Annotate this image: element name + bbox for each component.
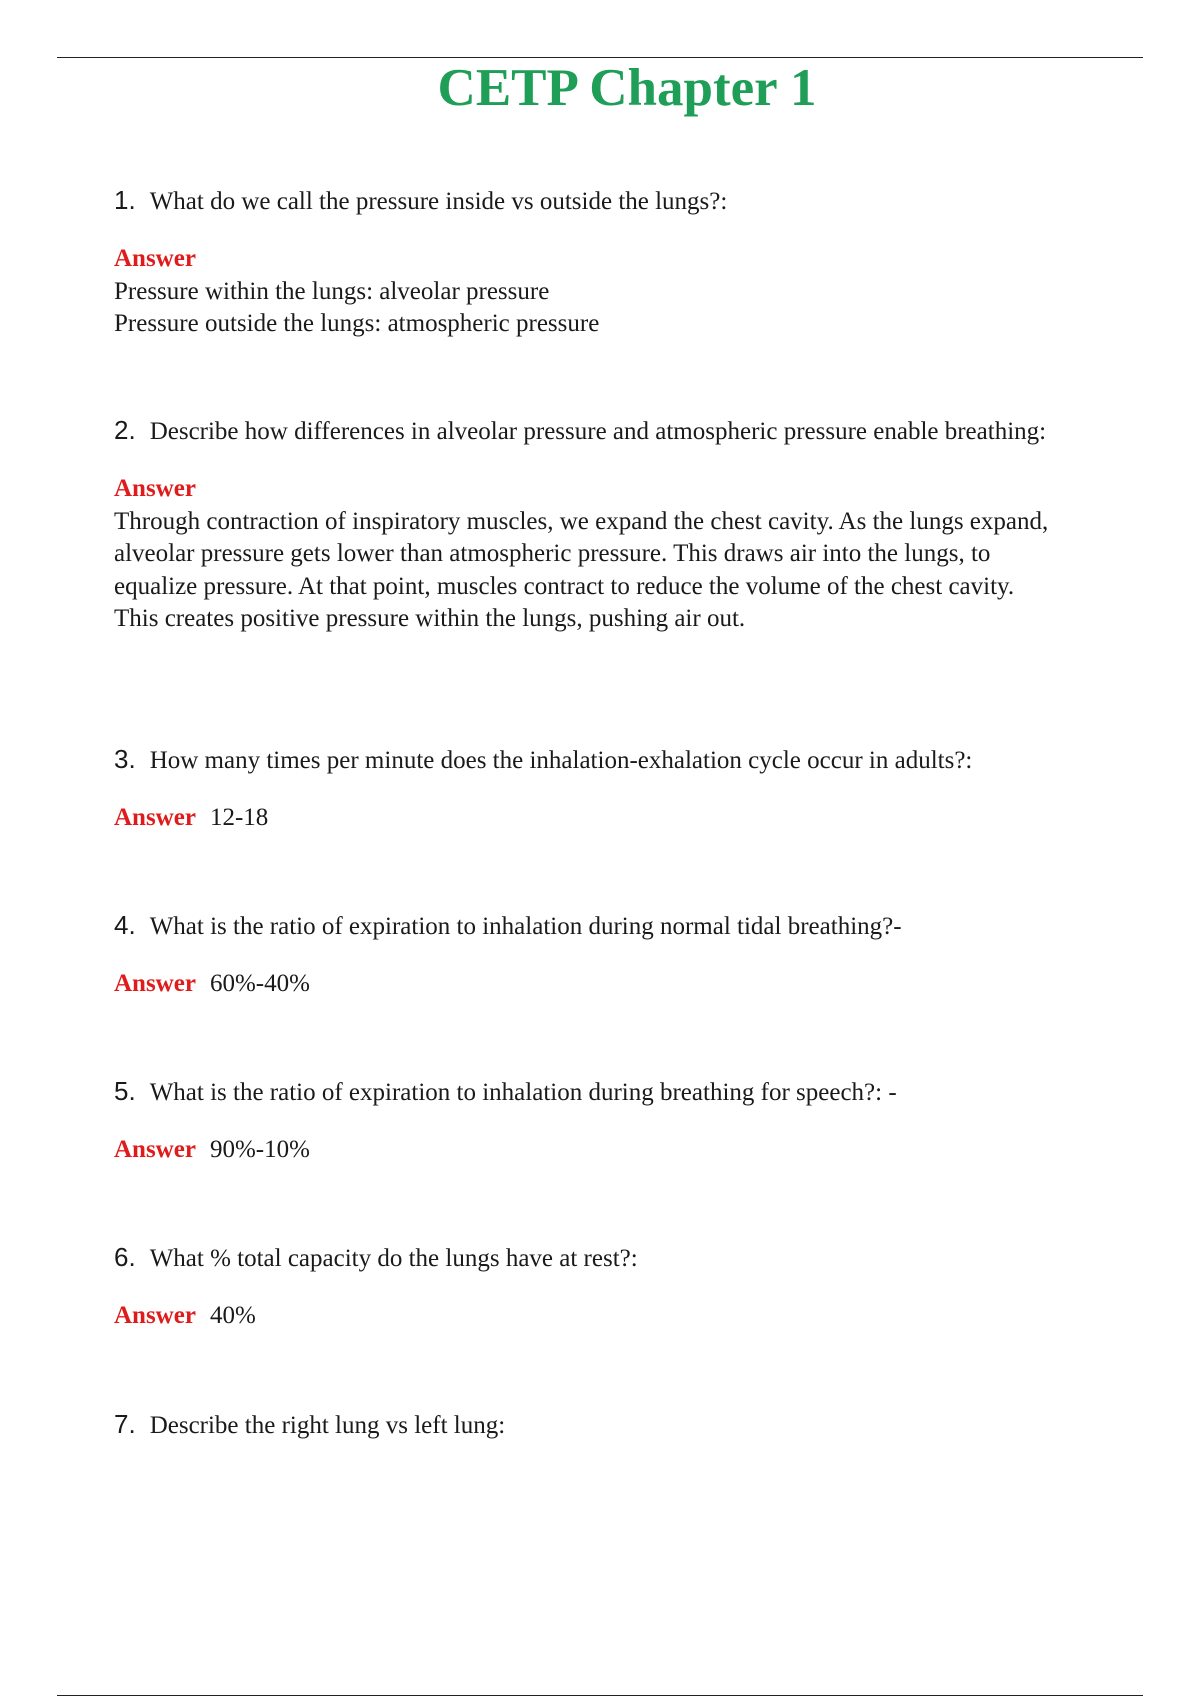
question-number: 4. bbox=[114, 910, 136, 940]
question-text: What % total capacity do the lungs have at rest?: bbox=[149, 1245, 638, 1272]
answer-line: alveolar pressure gets lower than atmospheric pressure. This draws air into the lungs, to bbox=[114, 540, 991, 567]
answer-2 bbox=[114, 473, 1144, 636]
question-number: 3. bbox=[114, 744, 136, 774]
answer-label: Answer bbox=[114, 475, 196, 502]
question-text: How many times per minute does the inhalation-exhalation cycle occur in adults?: bbox=[149, 747, 973, 774]
qa-item-4 bbox=[114, 909, 1144, 1001]
qa-item-6 bbox=[114, 1241, 1144, 1333]
question-2 bbox=[114, 414, 1144, 448]
question-text: Describe the right lung vs left lung: bbox=[149, 1412, 506, 1439]
answer-text: 90%-10% bbox=[209, 1136, 310, 1163]
answer-5 bbox=[114, 1134, 1144, 1167]
question-text: What is the ratio of expiration to inhalation during normal tidal breathing?- bbox=[149, 913, 902, 940]
question-7 bbox=[114, 1408, 1144, 1442]
qa-item-2 bbox=[114, 414, 1144, 636]
qa-item-1 bbox=[114, 184, 1144, 341]
answer-text: 12-18 bbox=[209, 804, 269, 831]
answer-4 bbox=[114, 968, 1144, 1001]
answer-line: This creates positive pressure within the lungs, pushing air out. bbox=[114, 605, 746, 632]
answer-3 bbox=[114, 802, 1144, 835]
question-number: 7. bbox=[114, 1409, 136, 1439]
question-number: 5. bbox=[114, 1076, 136, 1106]
answer-text: 60%-40% bbox=[209, 970, 310, 997]
answer-line: equalize pressure. At that point, muscles contract to reduce the volume of the chest cavity. bbox=[114, 572, 1015, 600]
answer-line: Pressure within the lungs: alveolar pressure bbox=[114, 277, 550, 305]
answer-6 bbox=[114, 1300, 1144, 1333]
question-number: 1. bbox=[114, 185, 136, 215]
answer-line: Pressure outside the lungs: atmospheric pressure bbox=[114, 310, 600, 337]
qa-item-7 bbox=[114, 1408, 1144, 1442]
question-6 bbox=[114, 1241, 1144, 1275]
qa-item-3 bbox=[114, 743, 1144, 835]
answer-label: Answer bbox=[114, 970, 196, 997]
question-number: 6. bbox=[114, 1242, 136, 1272]
answer-line: Through contraction of inspiratory muscles, we expand the chest cavity. As the lungs expand, bbox=[114, 507, 1049, 535]
answer-text: 40% bbox=[209, 1302, 256, 1329]
answer-label: Answer bbox=[114, 245, 196, 272]
question-text: What is the ratio of expiration to inhalation during breathing for speech?: - bbox=[149, 1079, 897, 1106]
qa-item-5 bbox=[114, 1075, 1144, 1167]
answer-label: Answer bbox=[114, 1136, 196, 1163]
question-text: Describe how differences in alveolar pressure and atmospheric pressure enable breathing: bbox=[149, 418, 1047, 445]
document-title: CETP Chapter 1 bbox=[437, 59, 817, 117]
answer-label: Answer bbox=[114, 804, 196, 831]
question-1 bbox=[114, 184, 1144, 218]
bottom-rule bbox=[57, 1695, 1143, 1696]
answer-1 bbox=[114, 243, 1144, 341]
question-text: What do we call the pressure inside vs outside the lungs?: bbox=[149, 188, 728, 215]
question-3 bbox=[114, 743, 1144, 777]
question-4 bbox=[114, 909, 1144, 943]
answer-label: Answer bbox=[114, 1302, 196, 1329]
question-5 bbox=[114, 1075, 1144, 1109]
question-number: 2. bbox=[114, 415, 136, 445]
